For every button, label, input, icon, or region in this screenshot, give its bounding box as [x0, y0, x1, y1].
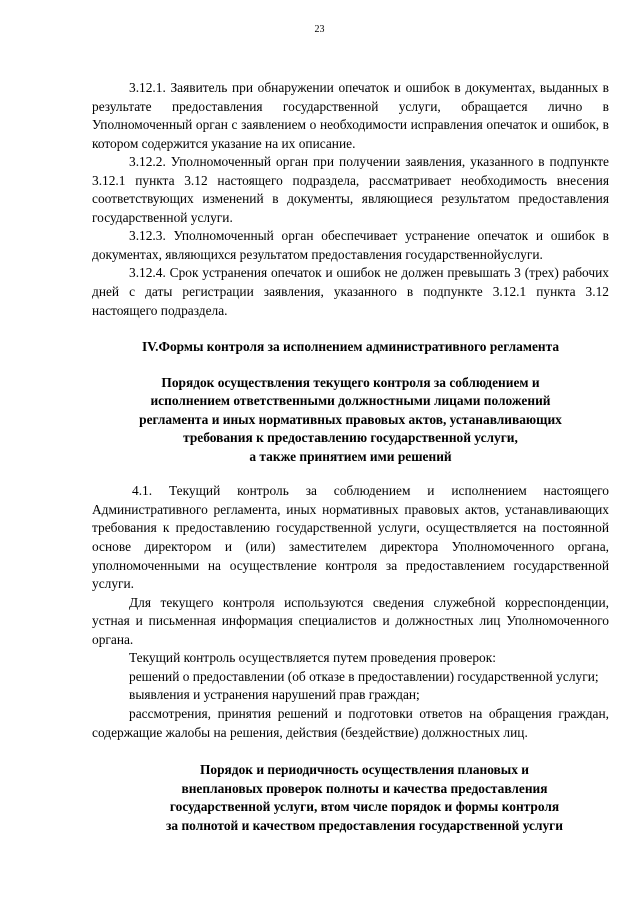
- paragraph-control-checks: Текущий контроль осуществляется путем проведения проверок:: [129, 650, 496, 666]
- paragraph-3-12-1: 3.12.1. Заявитель при обнаружении опечаток и ошибок в документах, выданных в результате предоставления государственной услуги, обращается лично в Уполномоченный орган с заявлением о необходимости исправления опечаток и ошибок, в котором содержится указание на их описание.: [92, 80, 609, 151]
- heading-line: государственной услуги, втом числе порядок и формы контроля: [169, 799, 560, 815]
- heading-line: исполнением ответственными должностными лицами положений: [150, 393, 551, 409]
- paragraph-control-sources: Для текущего контроля используются сведения служебной корреспонденции, устная и письменная информация специалистов и должностных лиц Уполномоченного органа.: [92, 594, 609, 647]
- paragraph-3-12-4: 3.12.4. Срок устранения опечаток и ошибок не должен превышать 3 (трех) рабочих дней с даты регистрации заявления, указанного в подпункте 3.12.1 пункта 3.12 настоящего подраздела.: [92, 265, 609, 318]
- list-item-complaints: рассмотрения, принятия решений и подготовки ответов на обращения граждан, содержащие жалобы на решения, действия (бездействие) должностных лиц.: [92, 705, 609, 740]
- heading-line: регламента и иных нормативных правовых актов, устанавливающих: [139, 411, 562, 427]
- heading-line: требования к предоставлению государственной услуги,: [183, 430, 518, 446]
- heading-line: Порядок и периодичность осуществления плановых и: [200, 762, 529, 778]
- subsection-heading-current-control: [92, 374, 609, 467]
- paragraph-4-1: 4.1. Текущий контроль за соблюдением и исполнением настоящего Административного регламента, иных нормативных правовых актов, устанавливающих требования к предоставлению государственной услуги, осуществляется на постоянной основе директором и (или) заместителем директора Уполномоченного органа, уполномоченными на осуществление контроля за предоставлением государственной услуги.: [92, 483, 609, 592]
- heading-line: а также принятием ими решений: [249, 448, 452, 464]
- page-number: 23: [314, 24, 325, 35]
- page-content: [92, 79, 609, 835]
- heading-line: Порядок осуществления текущего контроля за соблюдением и: [161, 374, 540, 390]
- heading-line: внеплановых проверок полноты и качества предоставления: [181, 780, 548, 796]
- list-item-violations: выявления и устранения нарушений прав граждан;: [129, 687, 420, 703]
- subsection-heading-inspections: [92, 761, 609, 835]
- heading-line: за полнотой и качеством предоставления государственной услуги: [166, 817, 563, 833]
- paragraph-3-12-3: 3.12.3. Уполномоченный орган обеспечивает устранение опечаток и ошибок в документах, являющихся результатом предоставления государственнойуслуги.: [92, 228, 609, 262]
- list-item-decisions: решений о предоставлении (об отказе в предоставлении) государственной услуги;: [129, 668, 599, 684]
- paragraph-3-12-2: 3.12.2. Уполномоченный орган при получении заявления, указанного в подпункте 3.12.1 пункта 3.12 настоящего подраздела, рассматривает необходимость внесения соответствующих изменений в документы, являющиеся результатом предоставления государственной услуги.: [92, 154, 609, 225]
- section-title: IV.Формы контроля за исполнением административного регламента: [141, 339, 560, 355]
